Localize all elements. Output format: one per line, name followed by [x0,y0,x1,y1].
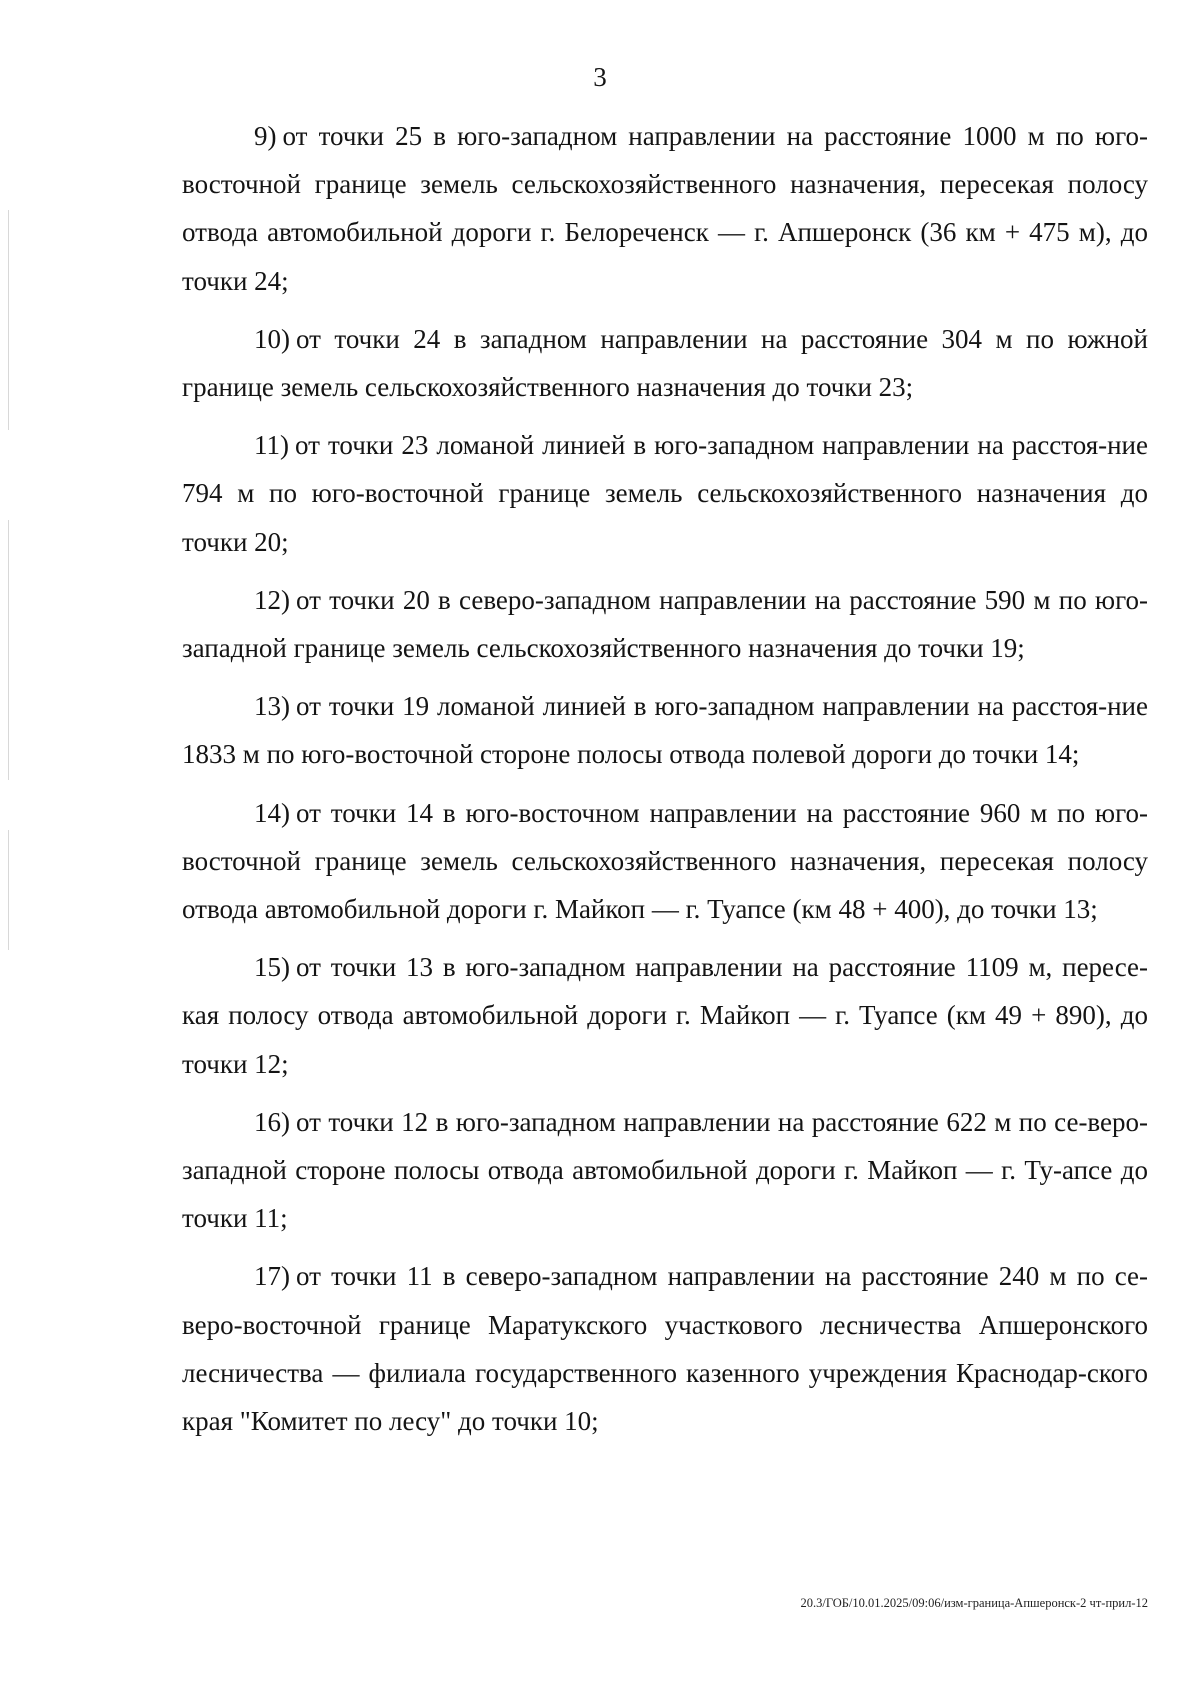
document-body [182,112,1148,1455]
item-text: от точки 20 в северо-западном направлении на расстояние 590 м по юго-западной границе земель сельскохозяйственного назначения до точки 19; [182,584,1148,664]
list-item [182,682,1148,778]
list-item [182,315,1148,411]
item-number: 9) [254,121,277,151]
item-text: от точки 24 в западном направлении на расстояние 304 м по южной границе земель сельскохозяйственного назначения до точки 23; [182,323,1148,403]
item-text: от точки 14 в юго-восточном направлении на расстояние 960 м по юго-восточной границе земель сельскохозяйственного назначения, пересекая полосу отвода автомобильной дороги г. Майкоп — г. Туапсе (км 48 + 400), до точки 13; [182,797,1148,925]
item-number: 11) [254,430,289,461]
item-number: 13) [254,691,290,722]
item-text: от точки 11 в северо-западном направлении на расстояние 240 м по се-веро-восточной границе Маратукского участкового лесничества Апшеронского лесничества — филиала государственного казенного учреждения Краснодар-ского края "Комитет по лесу" до точки 10; [182,1261,1148,1437]
list-item [182,576,1148,672]
list-item [182,421,1148,566]
document-footer-code: 20.3/ГОБ/10.01.2025/09:06/изм-граница-Апшеронск-2 чт-прил-12 [800,1596,1148,1610]
list-item [182,1098,1148,1243]
item-text: от точки 12 в юго-западном направлении на расстояние 622 м по се-веро-западной стороне полосы отвода автомобильной дороги г. Майкоп — г. Ту-апсе до точки 11; [182,1106,1148,1234]
item-number: 14) [254,797,290,828]
list-item [182,112,1148,305]
item-number: 15) [254,952,290,983]
item-text: от точки 23 ломаной линией в юго-западном направлении на расстоя-ние 794 м по юго-восточной границе земель сельскохозяйственного назначения до точки 20; [182,430,1148,557]
list-item [182,1252,1148,1445]
item-number: 17) [254,1261,290,1292]
item-number: 10) [254,323,290,354]
list-item [182,943,1148,1088]
item-text: от точки 19 ломаной линией в юго-западном направлении на расстоя-ние 1833 м по юго-восточной стороне полосы отвода полевой дороги до точки 14; [182,691,1148,770]
item-number: 12) [254,584,290,615]
scan-margin-mark [8,520,9,780]
scan-margin-mark [8,830,9,950]
scan-margin-mark [8,210,9,430]
list-item [182,789,1148,934]
item-text: от точки 25 в юго-западном направлении на расстояние 1000 м по юго-восточной границе земель сельскохозяйственного назначения, пересекая полосу отвода автомобильной дороги г. Белореченск — г. Апшеронск (36 км + 475 м), до точки 24; [182,121,1148,296]
item-number: 16) [254,1106,290,1137]
item-text: от точки 13 в юго-западном направлении на расстояние 1109 м, пересе-кая полосу отвода автомобильной дороги г. Майкоп — г. Туапсе (км 49 + 890), до точки 12; [182,952,1148,1079]
page-number: 3 [593,62,607,92]
